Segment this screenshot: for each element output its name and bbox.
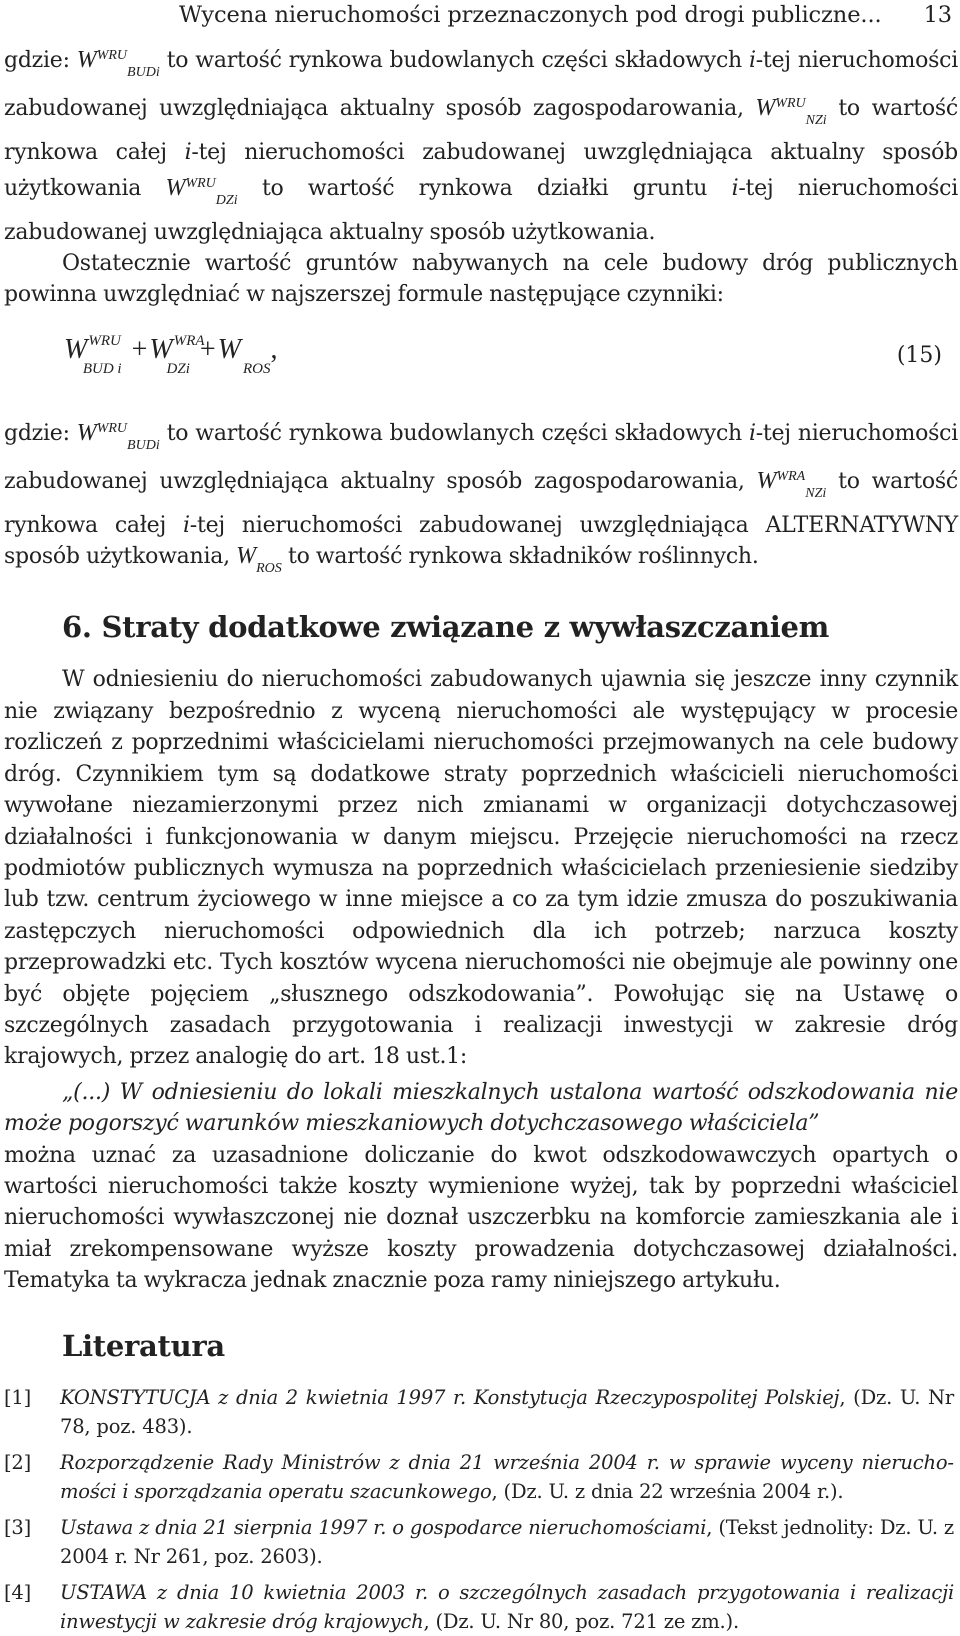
paragraph-definitions-1: gdzie: $W^{WRU}_{BUDi}$ to wartość rynkowa budowlanych części składowych i-tej nieruchomości zabudowanej uwzględniająca aktualny sposób zagospodarowania, $W^{WRU}_{NZi}$ to wartość rynkowa całej i-tej nieruchomości zabudowanej uwzględniająca aktualny sposób użytkowania $W^{WRU}_{DZi}$ to wartość rynkowa działki gruntu i-tej nieruchomości zabudowanej uwzględniająca aktualny sposób użytkowania. bbox=[4, 47, 959, 245]
paragraph-conclusion: można uznać za uzasadnione doliczanie do kwot odszkodowawczych opartych o wartości nieruchomości także koszty wymienione wyżej, tak by poprzedni właściciel nieruchomości wywłaszczonej nie doznał uszczerbku na komforcie zamieszkania ale i miał zrekompensowane wyższe koszty prowadzenia dotychczasowej działalności. Tematyka ta wykracza jednak znacznie poza ramy niniejszego artykułu. bbox=[4, 1142, 958, 1294]
paragraph-definitions-2: gdzie: $W^{WRU}_{BUDi}$ to wartość rynkowa budowlanych części składowych i-tej nieruchomości zabudowanej uwzględniająca aktualny sposób zagospodarowania, $W^{WRA}_{NZi}$ to wartość rynkowa całej i-tej nieruchomości zabudowanej uwzględniająca ALTERNATYWNY sposób użytkowania, $W_{ROS}$ to wartość rynkowa składników roślinnych. bbox=[4, 419, 959, 577]
running-head-title: Wycena nieruchomości przeznaczonych pod drogi publiczne... bbox=[178, 2, 882, 28]
reference-item bbox=[4, 1383, 958, 1441]
formula-expression: $W^{WRU}BUD$ $i+W^{WRA}DZi+WROS$, bbox=[64, 332, 278, 377]
reference-item bbox=[4, 1513, 958, 1571]
equation-number: (15) bbox=[896, 342, 942, 368]
literature-heading: Literatura bbox=[62, 1328, 225, 1363]
paragraph-factors-intro: Ostatecznie wartość gruntów nabywanych na cele budowy dróg publicznych powinna uwzględniać w najszerszej formule następujące czynniki: bbox=[4, 251, 958, 308]
reference-list bbox=[4, 1383, 958, 1636]
reference-text: Ustawa z dnia 21 sierpnia 1997 r. o gospodarce nieruchomościami, (Tekst jednolity: Dz. U. z 2004 r. Nr 261, poz. 2603). bbox=[60, 1515, 954, 1568]
paragraph-additional-losses: W odniesieniu do nieruchomości zabudowanych ujawnia się jeszcze inny czynnik nie związany bezpośrednio z wyceną nieruchomości ale występujący w procesie rozliczeń z poprzednimi właścicielami nieruchomości przejmowanych na cele budowy dróg. Czynnikiem tym są dodatkowe straty poprzednich właścicieli nieruchomości wywołane niezamierzonymi przez nich zmianami w organizacji dotychczasowej działalności i funkcjonowania w danym miejscu. Przejęcie nieruchomości na rzecz podmiotów publicznych wymusza na poprzednich właścicielach przeniesienie siedziby lub tzw. centrum życiowego w inne miejsce a co za tym idzie zmusza do poszukiwania zastępczych nieruchomości odpowiednich dla ich potrzeb; narzuca koszty przeprowadzki etc. Tych kosztów wycena nieruchomości nie obejmuje ale powinny one być objęte pojęciem „słusznego odszkodowania”. Powołując się na Ustawę o szczególnych zasadach przygotowania i realizacji inwestycji w zakresie dróg krajowych, przez analogię do art. 18 ust.1: bbox=[4, 667, 958, 1070]
formula-15 bbox=[4, 333, 958, 395]
reference-item bbox=[4, 1578, 958, 1636]
reference-number: [2] bbox=[4, 1450, 32, 1474]
reference-number: [1] bbox=[4, 1385, 32, 1409]
running-head bbox=[4, 0, 958, 30]
reference-item bbox=[4, 1448, 958, 1506]
quote: „(...) W odniesieniu do lokali mieszkalnych ustalona wartość odszkodowania nie może pogorszyć warunków mieszkaniowych dotychczasowego właściciela” bbox=[4, 1079, 958, 1137]
reference-number: [4] bbox=[4, 1580, 32, 1604]
reference-text: Rozporządzenie Rady Ministrów z dnia 21 września 2004 r. w sprawie wyceny nieruchomości i sporządzania operatu szacunkowego, (Dz. U. z dnia 22 września 2004 r.). bbox=[60, 1450, 954, 1503]
reference-text: USTAWA z dnia 10 kwietnia 2003 r. o szczególnych zasadach przygotowania i realizacji inwestycji w zakresie dróg krajowych, (Dz. U. Nr 80, poz. 721 ze zm.). bbox=[60, 1580, 954, 1633]
reference-number: [3] bbox=[4, 1515, 32, 1539]
page-number: 13 bbox=[923, 2, 952, 28]
reference-text: KONSTYTUCJA z dnia 2 kwietnia 1997 r. Konstytucja Rzeczypospolitej Polskiej, (Dz. U. Nr 78, poz. 483). bbox=[60, 1385, 954, 1438]
section-heading: 6. Straty dodatkowe związane z wywłaszczaniem bbox=[62, 610, 830, 645]
